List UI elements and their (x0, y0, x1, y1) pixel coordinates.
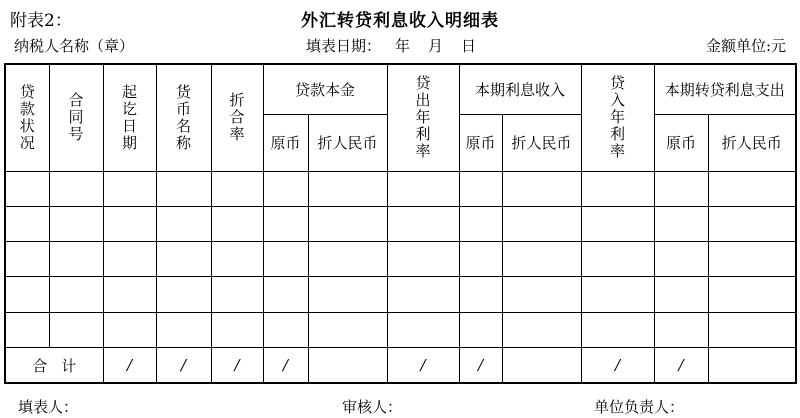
table-cell[interactable] (459, 312, 502, 347)
col-interest-income: 本期利息收入 (459, 64, 581, 114)
year-label: 年 (395, 37, 411, 55)
table-cell[interactable] (654, 277, 708, 312)
slash-mark: / (180, 356, 187, 375)
table-cell[interactable] (581, 277, 654, 312)
slash-mark: / (420, 356, 426, 375)
col-loan-principal: 贷款本金 (263, 64, 387, 114)
total-slash-lend-rate[interactable] (387, 348, 459, 383)
col-principal-rmb: 折人民币 (308, 114, 387, 171)
table-cell[interactable] (459, 277, 502, 312)
total-slash-expense-original[interactable] (654, 348, 708, 383)
table-cell[interactable] (708, 171, 796, 206)
table-cell[interactable] (387, 206, 459, 241)
col-income-original: 原币 (459, 114, 502, 171)
table-row (5, 206, 796, 241)
table-cell[interactable] (103, 206, 156, 241)
table-cell[interactable] (708, 277, 796, 312)
total-principal-rmb-cell[interactable] (308, 348, 387, 383)
slash-mark: / (477, 356, 484, 375)
slash-mark: / (678, 356, 684, 375)
table-cell[interactable] (211, 206, 263, 241)
col-principal-original: 原币 (263, 114, 308, 171)
table-cell[interactable] (387, 242, 459, 277)
table-cell[interactable] (263, 312, 308, 347)
col-currency-label: 货 币 名 称 (175, 82, 191, 152)
table-row (5, 277, 796, 312)
total-slash-currency[interactable] (156, 348, 211, 383)
table-cell[interactable] (387, 171, 459, 206)
taxpayer-name-label: 纳税人名称（章） (14, 37, 135, 55)
data-rows (5, 171, 796, 348)
table-cell[interactable] (502, 206, 581, 241)
col-contract-no (49, 64, 103, 171)
total-slash-date[interactable] (103, 348, 156, 383)
table-cell[interactable] (49, 171, 103, 206)
table-cell[interactable] (581, 242, 654, 277)
table-cell[interactable] (308, 242, 387, 277)
table-cell[interactable] (308, 171, 387, 206)
day-label: 日 (461, 37, 477, 55)
table-cell[interactable] (654, 312, 708, 347)
table-cell[interactable] (308, 277, 387, 312)
form-title: 外汇转贷利息收入明细表 (301, 11, 499, 31)
preparer-label: 填表人： (18, 398, 79, 416)
slash-mark: / (282, 356, 289, 375)
table-cell[interactable] (581, 171, 654, 206)
table-cell[interactable] (654, 171, 708, 206)
table-cell[interactable] (5, 171, 49, 206)
table-row (5, 242, 796, 277)
appendix-label: 附表2： (10, 11, 72, 31)
slash-mark: / (615, 356, 621, 375)
month-label: 月 (428, 37, 444, 55)
amount-unit-label: 金额单位:元 (705, 37, 786, 55)
table-cell[interactable] (387, 277, 459, 312)
table-cell[interactable] (502, 312, 581, 347)
total-slash-principal-original[interactable] (263, 348, 308, 383)
table-cell[interactable] (156, 206, 211, 241)
col-start-end-date (103, 64, 156, 171)
total-slash-income-original[interactable] (459, 348, 502, 383)
table-cell[interactable] (156, 242, 211, 277)
manager-label: 单位负责人： (594, 398, 685, 416)
table-cell[interactable] (49, 242, 103, 277)
table-cell[interactable] (5, 277, 49, 312)
table-cell[interactable] (103, 277, 156, 312)
col-expense-rmb: 折人民币 (708, 114, 796, 171)
table-cell[interactable] (708, 206, 796, 241)
col-exchange-rate (211, 64, 263, 171)
table-cell[interactable] (708, 312, 796, 347)
table-cell[interactable] (459, 206, 502, 241)
table-cell[interactable] (263, 171, 308, 206)
table-cell[interactable] (211, 277, 263, 312)
table-cell[interactable] (387, 312, 459, 347)
table-cell[interactable] (502, 171, 581, 206)
slash-mark: / (126, 356, 133, 375)
table-cell[interactable] (5, 242, 49, 277)
col-borrow-in-rate (581, 64, 654, 171)
col-loan-status-label: 贷 款 状 况 (19, 82, 35, 152)
table-cell[interactable] (263, 206, 308, 241)
total-row (5, 348, 796, 383)
total-income-rmb-cell[interactable] (502, 348, 581, 383)
table-row (5, 312, 796, 347)
table-cell[interactable] (211, 242, 263, 277)
table-cell[interactable] (502, 242, 581, 277)
col-expense-original: 原币 (654, 114, 708, 171)
table-cell[interactable] (5, 206, 49, 241)
total-slash-borrow-rate[interactable] (581, 348, 654, 383)
col-lend-out-rate-label: 贷 出 年 利 率 (415, 74, 431, 161)
col-interest-expense: 本期转贷利息支出 (654, 64, 796, 114)
col-income-rmb: 折人民币 (502, 114, 581, 171)
col-lend-out-rate (387, 64, 459, 171)
table-cell[interactable] (581, 312, 654, 347)
table-cell[interactable] (263, 242, 308, 277)
slash-mark: / (234, 356, 240, 375)
table-cell[interactable] (49, 277, 103, 312)
col-borrow-in-rate-label: 贷 入 年 利 率 (610, 74, 626, 161)
table-cell[interactable] (708, 242, 796, 277)
table-cell[interactable] (211, 171, 263, 206)
table-row (5, 171, 796, 206)
table-cell[interactable] (49, 312, 103, 347)
table-cell[interactable] (49, 206, 103, 241)
total-label (5, 348, 103, 383)
table-cell[interactable] (211, 312, 263, 347)
fill-date-label: 填表日期： (306, 37, 382, 55)
table-cell[interactable] (502, 277, 581, 312)
total-expense-rmb-cell[interactable] (708, 348, 796, 383)
table-cell[interactable] (654, 206, 708, 241)
table-cell[interactable] (103, 171, 156, 206)
total-slash-rate[interactable] (211, 348, 263, 383)
total-label-text: 合计 (32, 356, 91, 375)
col-currency (156, 64, 211, 171)
fill-date (306, 35, 476, 56)
table-cell[interactable] (459, 171, 502, 206)
table-cell[interactable] (459, 242, 502, 277)
table-cell[interactable] (156, 277, 211, 312)
table-cell[interactable] (103, 242, 156, 277)
table-cell[interactable] (263, 277, 308, 312)
reviewer-label: 审核人： (342, 398, 403, 416)
table-cell[interactable] (5, 312, 49, 347)
col-exchange-rate-label: 折 合 率 (229, 91, 245, 144)
table-cell[interactable] (103, 312, 156, 347)
col-loan-status (5, 64, 49, 171)
interest-detail-table (4, 63, 797, 384)
table-cell[interactable] (156, 171, 211, 206)
col-contract-no-label: 合 同 号 (68, 91, 84, 144)
table-cell[interactable] (156, 312, 211, 347)
table-cell[interactable] (654, 242, 708, 277)
table-cell[interactable] (308, 206, 387, 241)
table-cell[interactable] (581, 206, 654, 241)
table-cell[interactable] (308, 312, 387, 347)
col-start-end-date-label: 起 讫 日 期 (121, 82, 137, 152)
